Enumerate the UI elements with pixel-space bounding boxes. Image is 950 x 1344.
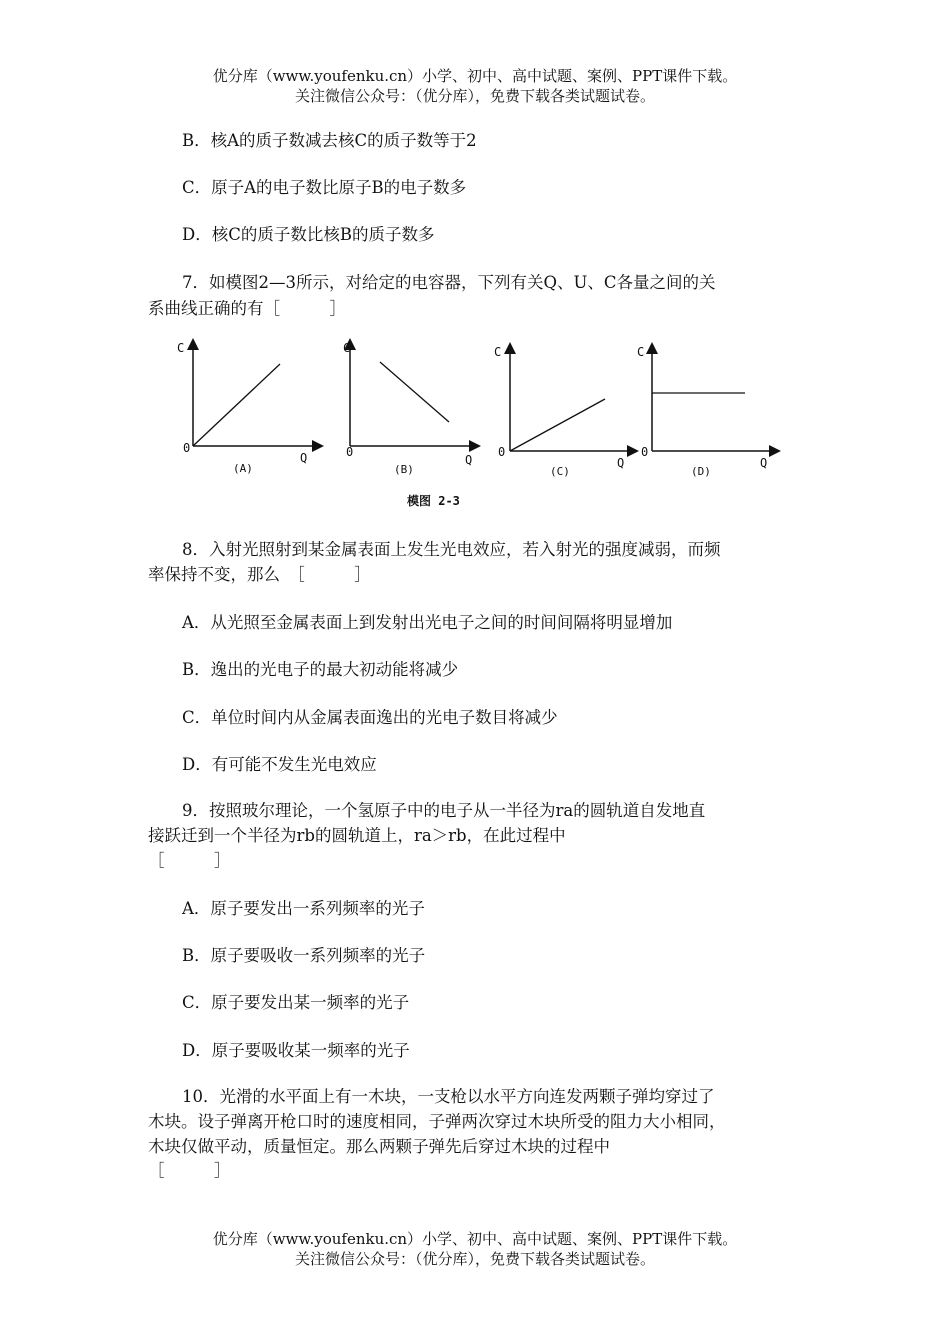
q9-text-line-3: ［ ］ bbox=[148, 851, 231, 870]
page-footer bbox=[0, 1229, 950, 1269]
graph-b-origin: 0 bbox=[346, 445, 354, 459]
graph-c bbox=[494, 345, 633, 478]
q9-option-c: C．原子要发出某一频率的光子 bbox=[182, 993, 410, 1012]
footer-line-1: 优分库（www.youfenku.cn）小学、初中、高中试题、案例、PPT课件下载。 bbox=[212, 1230, 738, 1248]
graph-c-origin: 0 bbox=[498, 445, 506, 459]
q7-text-line-2: 系曲线正确的有［ ］ bbox=[148, 299, 346, 318]
graph-d bbox=[637, 345, 775, 478]
graph-b-x-label: Q bbox=[465, 453, 473, 467]
figure-graphs bbox=[160, 336, 790, 516]
q9-option-a: A．原子要发出一系列频率的光子 bbox=[182, 899, 425, 918]
q10-text-line-3: 木块仅做平动，质量恒定。那么两颗子弹先后穿过木块的过程中 bbox=[148, 1137, 610, 1156]
q9-text-line-1: 9．按照玻尔理论，一个氢原子中的电子从一半径为ra的圆轨道自发地直 bbox=[182, 801, 706, 820]
graph-a-y-label: C bbox=[177, 341, 185, 355]
graph-d-x-label: Q bbox=[760, 456, 768, 470]
q6-option-d: D．核C的质子数比核B的质子数多 bbox=[182, 225, 435, 244]
graph-c-y-label: C bbox=[494, 345, 502, 359]
q8-option-a: A．从光照至金属表面上到发射出光电子之间的时间间隔将明显增加 bbox=[182, 613, 673, 632]
graph-a bbox=[177, 341, 318, 475]
q10-text-line-1: 10．光滑的水平面上有一木块，一支枪以水平方向连发两颗子弹均穿过了 bbox=[182, 1087, 715, 1106]
graph-a-label: (A) bbox=[233, 462, 253, 475]
q6-option-c: C．原子A的电子数比原子B的电子数多 bbox=[182, 178, 467, 197]
graph-b-y-label: C bbox=[343, 341, 351, 355]
q8-text-line-1: 8．入射光照射到某金属表面上发生光电效应，若入射光的强度减弱，而频 bbox=[182, 540, 721, 559]
header-line-2: 关注微信公众号：（优分库），免费下载各类试题试卷。 bbox=[294, 87, 655, 105]
footer-line-2: 关注微信公众号：（优分库），免费下载各类试题试卷。 bbox=[294, 1250, 655, 1268]
q9-option-b: B．原子要吸收一系列频率的光子 bbox=[182, 946, 426, 965]
graph-d-origin: 0 bbox=[641, 445, 649, 459]
q8-option-d: D．有可能不发生光电效应 bbox=[182, 755, 377, 774]
graph-c-label: (C) bbox=[550, 465, 570, 478]
q8-option-c: C．单位时间内从金属表面逸出的光电子数目将减少 bbox=[182, 708, 558, 727]
figure-caption: 模图 2-3 bbox=[407, 494, 460, 508]
page-header bbox=[0, 66, 950, 106]
q9-option-d: D．原子要吸收某一频率的光子 bbox=[182, 1041, 410, 1060]
graph-b bbox=[343, 341, 475, 476]
graph-c-x-label: Q bbox=[617, 456, 625, 470]
q8-text-line-2: 率保持不变，那么 ［ ］ bbox=[148, 565, 371, 584]
q10-text-line-2: 木块。设子弹离开枪口时的速度相同，子弹两次穿过木块所受的阻力大小相同， bbox=[148, 1112, 726, 1131]
graph-c-curve bbox=[510, 399, 605, 451]
graph-d-label: (D) bbox=[691, 465, 711, 478]
q7-text-line-1: 7．如模图2—3所示，对给定的电容器，下列有关Q、U、C各量之间的关 bbox=[182, 273, 716, 292]
graph-b-label: (B) bbox=[394, 463, 414, 476]
graph-a-origin: 0 bbox=[183, 441, 191, 455]
header-line-1: 优分库（www.youfenku.cn）小学、初中、高中试题、案例、PPT课件下载。 bbox=[212, 67, 738, 85]
graph-a-curve bbox=[193, 364, 280, 446]
graph-d-y-label: C bbox=[637, 345, 645, 359]
q9-text-line-2: 接跃迁到一个半径为rb的圆轨道上，ra＞rb，在此过程中 bbox=[148, 826, 566, 845]
graph-b-curve bbox=[380, 362, 449, 422]
q8-option-b: B．逸出的光电子的最大初动能将减少 bbox=[182, 660, 459, 679]
q6-option-b: B．核A的质子数减去核C的质子数等于2 bbox=[182, 131, 477, 150]
graph-a-x-label: Q bbox=[300, 451, 308, 465]
q10-text-line-4: ［ ］ bbox=[148, 1161, 231, 1180]
